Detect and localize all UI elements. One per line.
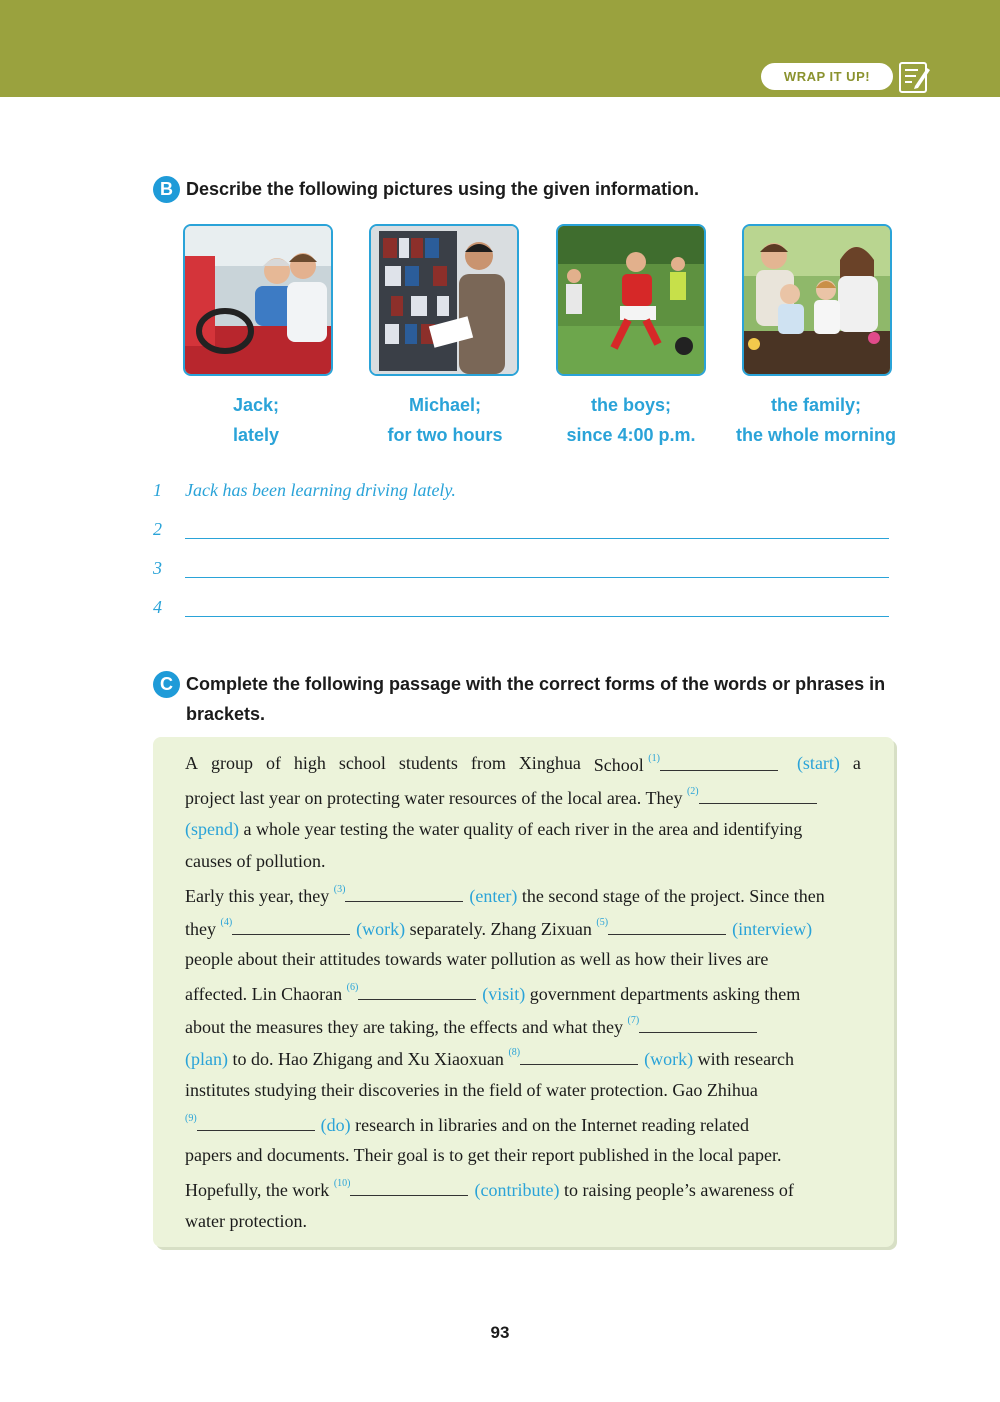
hint-word: (contribute): [474, 1180, 560, 1200]
answer-number: 2: [153, 519, 162, 539]
blank-number: (8): [508, 1047, 521, 1058]
answer-blank[interactable]: [345, 879, 463, 902]
line-text: to do. Hao Zhigang and Xu Xiaoxuan: [232, 1049, 504, 1069]
blank-number: (4): [220, 917, 233, 928]
line-text: with research: [697, 1049, 795, 1069]
caption-subject: Michael;: [408, 395, 482, 415]
answer-blank[interactable]: [608, 912, 726, 935]
word: group: [210, 753, 253, 773]
word: high: [293, 753, 326, 773]
line-text: government departments asking them: [529, 984, 801, 1004]
passage-line-5: [185, 879, 861, 909]
line-text: Hopefully, the work: [185, 1180, 330, 1200]
answer-blank[interactable]: [350, 1173, 468, 1196]
line-text: affected. Lin Chaoran: [185, 984, 343, 1004]
caption-3: [536, 390, 726, 450]
hint-word: (spend): [185, 819, 239, 839]
word: school: [338, 753, 386, 773]
passage-line-8: [185, 977, 861, 1007]
caption-time: for two hours: [387, 425, 503, 445]
line-text: people about their attitudes towards water pollution as well as how their lives are: [185, 949, 769, 969]
line-text: they: [185, 919, 216, 939]
answer-blank[interactable]: [358, 977, 476, 1000]
answer-blank[interactable]: [660, 748, 778, 771]
blank-number: (1): [648, 753, 660, 764]
line-text: institutes studying their discoveries in the field of water protection. Gao Zhihua: [185, 1080, 758, 1100]
word: School: [593, 755, 644, 775]
passage-line-14: [185, 1173, 861, 1203]
caption-time: the whole morning: [736, 425, 896, 445]
word: A: [185, 753, 198, 773]
answer-row-4[interactable]: [153, 592, 889, 622]
page-number: 93: [490, 1323, 510, 1342]
passage-line-3: [185, 814, 861, 844]
hint-word: (visit): [482, 984, 526, 1004]
section-b-badge: B: [153, 176, 180, 203]
answer-text: Jack has been learning driving lately.: [185, 480, 456, 500]
hint-word: (work): [356, 919, 406, 939]
section-c-heading: [153, 671, 898, 729]
caption-time: lately: [232, 425, 280, 445]
passage-line-6: [185, 912, 861, 942]
football-match-photo: [556, 224, 706, 376]
caption-2: [350, 390, 540, 450]
passage-line-11: [185, 1075, 861, 1105]
passage-line-4: [185, 846, 861, 876]
answer-row-2[interactable]: [153, 514, 889, 544]
answer-number: 1: [153, 480, 162, 500]
word-with-blank: [594, 748, 784, 778]
passage-line-13: [185, 1140, 861, 1170]
line-text: causes of pollution.: [185, 851, 326, 871]
passage-line-7: [185, 944, 861, 974]
passage-line-1: [185, 748, 861, 778]
hint-word: (plan): [185, 1049, 228, 1069]
blank-number: (5): [596, 917, 609, 928]
passage-line-10: [185, 1042, 861, 1072]
section-c-badge: C: [153, 671, 180, 698]
word: Xinghua: [518, 753, 581, 773]
blank-number: (2): [686, 786, 699, 797]
line-text: to raising people’s awareness of: [563, 1180, 794, 1200]
section-c-instruction: Complete the following passage with the correct forms of the words or phrases in brackets.: [186, 674, 886, 724]
answer-blank-line[interactable]: [185, 577, 889, 578]
line-text: Early this year, they: [185, 886, 330, 906]
hint-word: (enter): [469, 886, 518, 906]
driving-lesson-photo: [183, 224, 333, 376]
caption-subject: Jack;: [232, 395, 280, 415]
blank-number: (9): [185, 1113, 197, 1124]
caption-time: since 4:00 p.m.: [566, 425, 696, 445]
blank-number: (6): [346, 982, 359, 993]
library-reading-photo: [369, 224, 519, 376]
answer-number: 4: [153, 597, 162, 617]
notebook-pencil-icon: [898, 60, 932, 94]
word: students: [398, 753, 458, 773]
line-text: project last year on protecting water resources of the local area. They: [185, 788, 683, 808]
hint-word: (interview): [732, 919, 813, 939]
answer-row-1: [153, 475, 889, 505]
line-text: the second stage of the project. Since then: [521, 886, 825, 906]
hint-word: (start): [796, 753, 840, 773]
caption-subject: the boys;: [590, 395, 671, 415]
passage-line-9: [185, 1010, 861, 1040]
blank-number: (7): [627, 1015, 640, 1026]
answer-blank[interactable]: [197, 1108, 315, 1131]
hint-word: (do): [320, 1115, 351, 1135]
line-text: research in libraries and on the Internet reading related: [355, 1115, 749, 1135]
answer-number: 3: [153, 558, 162, 578]
section-b-instruction: Describe the following pictures using the given information.: [186, 179, 700, 199]
passage-line-12: [185, 1108, 861, 1138]
section-b-heading: [153, 176, 699, 204]
line-text: water protection.: [185, 1211, 307, 1231]
passage-line-2: [185, 781, 861, 811]
answer-blank[interactable]: [699, 781, 817, 804]
blank-number: (3): [333, 884, 346, 895]
wrap-it-up-badge: WRAP IT UP!: [761, 63, 893, 90]
word: a: [852, 753, 861, 773]
caption-subject: the family;: [770, 395, 862, 415]
answer-blank[interactable]: [639, 1010, 757, 1033]
caption-4: [721, 390, 911, 450]
family-gardening-photo: [742, 224, 892, 376]
line-text: separately. Zhang Zixuan: [409, 919, 592, 939]
word: of: [265, 753, 281, 773]
line-text: papers and documents. Their goal is to get their report published in the local paper.: [185, 1145, 782, 1165]
line-text: a whole year testing the water quality of each river in the area and identifying: [243, 819, 803, 839]
answer-blank-line[interactable]: [185, 616, 889, 617]
answer-blank[interactable]: [520, 1042, 638, 1065]
word: from: [470, 753, 506, 773]
line-text: about the measures they are taking, the effects and what they: [185, 1017, 624, 1037]
hint-word: (work): [644, 1049, 694, 1069]
passage-line-15: [185, 1206, 861, 1236]
answer-row-3[interactable]: [153, 553, 889, 583]
blank-number: (10): [333, 1178, 351, 1189]
answer-blank-line[interactable]: [185, 538, 889, 539]
answer-blank[interactable]: [232, 912, 350, 935]
caption-1: [161, 390, 351, 450]
